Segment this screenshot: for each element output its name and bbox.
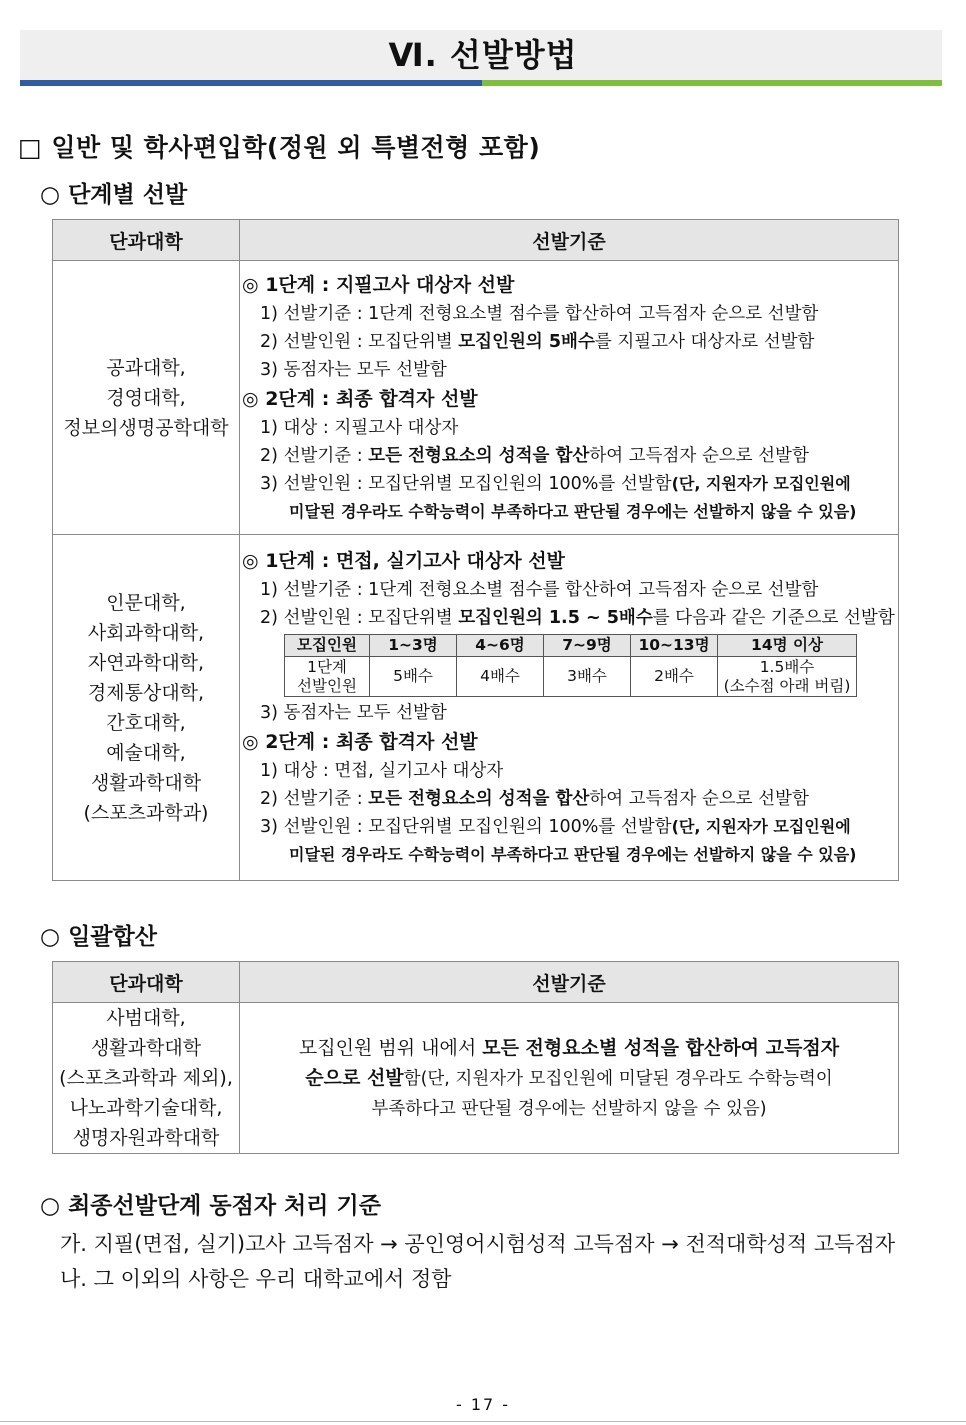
criteria-cell <box>240 535 899 881</box>
bulk-criteria-line: 순으로 선발함(단, 지원자가 모집인원에 미달된 경우라도 수학능력이 <box>305 1066 833 1089</box>
college-name: 경제통상대학, <box>87 681 205 704</box>
college-name: 사회과학대학, <box>87 621 205 644</box>
table-row <box>53 535 899 881</box>
ratio-header: 1~3명 <box>370 635 457 657</box>
step-heading: ◎ 2단계 : 최종 합격자 선발 <box>242 387 478 410</box>
college-name: 사범대학, <box>106 1007 186 1029</box>
college-name: 자연과학대학, <box>87 651 205 674</box>
title-underline-green <box>482 80 942 86</box>
college-name: 경영대학, <box>106 386 186 409</box>
step-heading: ◎ 2단계 : 최종 합격자 선발 <box>242 731 478 753</box>
col-header-college: 단과대학 <box>53 220 240 261</box>
college-name: 간호대학, <box>106 711 186 734</box>
staged-selection-title: ○ 단계별 선발 <box>40 182 188 208</box>
bulk-criteria-line: 모집인원 범위 내에서 모든 전형요소별 성적을 합산하여 고득점자 <box>298 1036 840 1059</box>
college-cell <box>53 261 240 535</box>
tie-break-title: ○ 최종선발단계 동점자 처리 기준 <box>40 1193 381 1219</box>
criteria-item: 1) 대상 : 지필고사 대상자 <box>260 417 459 438</box>
ratio-header: 4~6명 <box>457 635 544 657</box>
col-header-college: 단과대학 <box>53 962 240 1003</box>
ratio-value: 3배수 <box>544 657 631 697</box>
ratio-value: 5배수 <box>370 657 457 697</box>
criteria-item-continued: 미달된 경우라도 수학능력이 부족하다고 판단될 경우에는 선발하지 않을 수 있음) <box>289 501 857 521</box>
list-item: 나. 그 이외의 사항은 우리 대학교에서 정함 <box>60 1267 452 1291</box>
table-row <box>53 1003 899 1154</box>
page-title: Ⅵ. 선발방법 <box>388 36 578 74</box>
criteria-item: 3) 동점자는 모두 선발함 <box>260 359 447 380</box>
ratio-table <box>284 634 857 697</box>
table-row <box>53 261 899 535</box>
college-name: 예술대학, <box>106 741 186 764</box>
criteria-cell <box>240 1003 899 1154</box>
criteria-item: 3) 선발인원 : 모집단위별 모집인원의 100%를 선발함(단, 지원자가 모집인원에 <box>260 473 851 494</box>
staged-selection-table <box>52 219 899 881</box>
step-heading: ◎ 1단계 : 지필고사 대상자 선발 <box>242 273 515 296</box>
criteria-item: 2) 선발기준 : 모든 전형요소의 성적을 합산하여 고득점자 순으로 선발함 <box>260 445 809 466</box>
ratio-value: 4배수 <box>457 657 544 697</box>
college-name: 인문대학, <box>106 591 186 614</box>
bulk-selection-table <box>52 961 899 1154</box>
bottom-divider <box>0 1421 966 1422</box>
ratio-header: 모집인원 <box>285 635 370 657</box>
college-cell <box>53 1003 240 1154</box>
step-heading: ◎ 1단계 : 면접, 실기고사 대상자 선발 <box>242 550 565 572</box>
criteria-item: 1) 선발기준 : 1단계 전형요소별 점수를 합산하여 고득점자 순으로 선발함 <box>260 580 819 600</box>
college-name: 나노과학기술대학, <box>69 1097 223 1119</box>
college-name: (스포츠과학과) <box>83 801 209 824</box>
list-item: 가. 지필(면접, 실기)고사 고득점자 → 공인영어시험성적 고득점자 → 전적대학성적 고득점자 <box>60 1232 896 1256</box>
criteria-item-continued: 미달된 경우라도 수학능력이 부족하다고 판단될 경우에는 선발하지 않을 수 있음) <box>289 845 857 864</box>
ratio-header: 14명 이상 <box>718 635 857 657</box>
section-title: □ 일반 및 학사편입학(정원 외 특별전형 포함) <box>18 133 541 162</box>
criteria-item: 2) 선발인원 : 모집단위별 모집인원의 1.5 ~ 5배수를 다음과 같은 기준으로 선발함 <box>260 608 895 628</box>
title-underline-blue <box>20 80 482 86</box>
page-number: - 17 - <box>455 1395 511 1414</box>
col-header-criteria: 선발기준 <box>240 962 899 1003</box>
bulk-selection-title: ○ 일괄합산 <box>40 924 157 950</box>
college-name: 정보의생명공학대학 <box>63 416 229 439</box>
college-name: 생활과학대학 <box>90 771 202 794</box>
criteria-cell <box>240 261 899 535</box>
ratio-value: 1.5배수 (소수점 아래 버림) <box>718 657 857 697</box>
criteria-item: 2) 선발인원 : 모집단위별 모집인원의 5배수를 지필고사 대상자로 선발함 <box>260 331 815 352</box>
ratio-header: 7~9명 <box>544 635 631 657</box>
college-name: 생활과학대학 <box>90 1037 202 1059</box>
criteria-item: 1) 선발기준 : 1단계 전형요소별 점수를 합산하여 고득점자 순으로 선발함 <box>260 303 819 324</box>
criteria-item: 2) 선발기준 : 모든 전형요소의 성적을 합산하여 고득점자 순으로 선발함 <box>260 789 809 809</box>
criteria-item: 3) 선발인원 : 모집단위별 모집인원의 100%를 선발함(단, 지원자가 모집인원에 <box>260 817 851 837</box>
college-name: (스포츠과학과 제외), <box>59 1067 233 1089</box>
tie-break-list <box>60 1227 895 1297</box>
ratio-row-label: 1단계 선발인원 <box>285 657 370 697</box>
ratio-header: 10~13명 <box>631 635 718 657</box>
col-header-criteria: 선발기준 <box>240 220 899 261</box>
college-name: 공과대학, <box>106 356 186 379</box>
bulk-criteria-line: 부족하다고 판단될 경우에는 선발하지 않을 수 있음) <box>371 1098 767 1119</box>
college-name: 생명자원과학대학 <box>72 1127 220 1149</box>
ratio-value: 2배수 <box>631 657 718 697</box>
criteria-item: 1) 대상 : 면접, 실기고사 대상자 <box>260 761 504 781</box>
college-cell <box>53 535 240 881</box>
criteria-item: 3) 동점자는 모두 선발함 <box>260 703 447 723</box>
